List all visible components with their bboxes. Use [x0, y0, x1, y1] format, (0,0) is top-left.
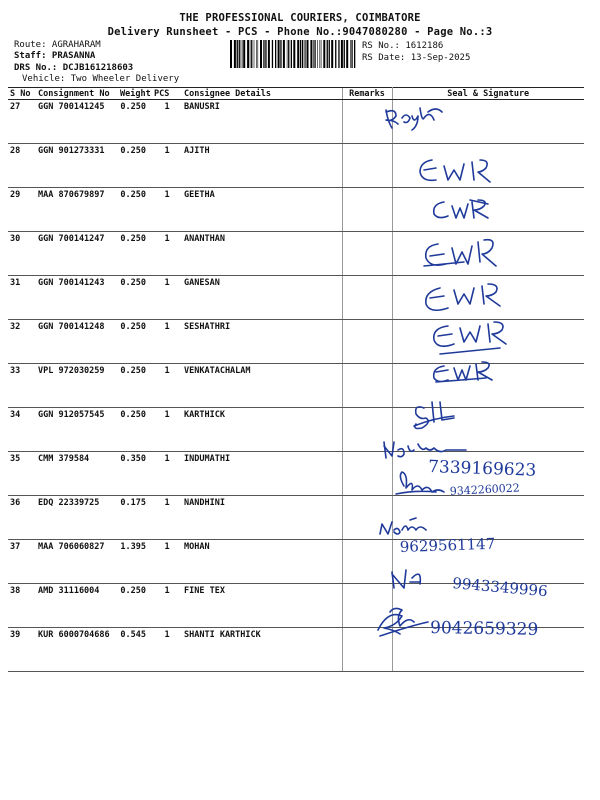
- cell-weight: 0.250: [118, 276, 152, 320]
- cell-consignment: EDQ 22339725: [36, 496, 118, 540]
- barcode-bar: [313, 40, 314, 68]
- col-remarks: Remarks: [342, 88, 392, 100]
- cell-weight: 0.250: [118, 320, 152, 364]
- barcode-bar: [280, 40, 281, 68]
- cell-signature: [392, 584, 584, 628]
- handwritten-phone-36: 9342260022: [449, 481, 521, 498]
- cell-sno: 38: [8, 584, 36, 628]
- barcode-bar: [351, 40, 352, 68]
- barcode-bar: [254, 40, 255, 68]
- cell-signature: [392, 188, 584, 232]
- cell-consignment: GGN 901273331: [36, 144, 118, 188]
- cell-weight: 0.250: [118, 188, 152, 232]
- col-signature: Seal & Signature: [392, 88, 584, 100]
- barcode-bar: [250, 40, 251, 68]
- barcode-bar: [304, 40, 305, 68]
- cell-consignee: ANANTHAN: [182, 232, 342, 276]
- cell-sno: 30: [8, 232, 36, 276]
- cell-pcs: 1: [152, 276, 182, 320]
- cell-sno: 35: [8, 452, 36, 496]
- barcode-bar: [288, 40, 289, 68]
- barcode-bar: [265, 40, 266, 68]
- table-row: [8, 408, 584, 452]
- cell-pcs: 1: [152, 496, 182, 540]
- cell-pcs: 1: [152, 584, 182, 628]
- barcode-bar: [346, 40, 348, 68]
- cell-pcs: 1: [152, 628, 182, 672]
- barcode-bar: [335, 40, 336, 68]
- col-pcs: PCS: [152, 88, 182, 100]
- barcode-bar: [300, 40, 301, 68]
- barcode-bar: [293, 40, 295, 68]
- cell-sno: 29: [8, 188, 36, 232]
- cell-consignee: GEETHA: [182, 188, 342, 232]
- cell-signature: [392, 276, 584, 320]
- barcode-bar: [329, 40, 330, 68]
- cell-signature: [392, 100, 584, 144]
- cell-consignee: GANESAN: [182, 276, 342, 320]
- cell-consignment: MAA 870679897: [36, 188, 118, 232]
- rs-number: RS No.: 1612186: [362, 41, 444, 51]
- cell-signature: [392, 364, 584, 408]
- cell-sno: 28: [8, 144, 36, 188]
- runsheet-subtitle: Delivery Runsheet - PCS - Phone No.:9047080280 - Page No.:3: [107, 26, 493, 38]
- barcode-bar: [283, 40, 285, 68]
- barcode-bar: [354, 40, 355, 68]
- barcode-bar: [350, 40, 351, 68]
- barcode-bar: [247, 40, 249, 68]
- cell-signature: [392, 232, 584, 276]
- cell-weight: 0.545: [118, 628, 152, 672]
- cell-consignee: VENKATACHALAM: [182, 364, 342, 408]
- table-row: [8, 540, 584, 584]
- cell-pcs: 1: [152, 540, 182, 584]
- cell-remarks: [342, 276, 392, 320]
- barcode-bar: [230, 40, 232, 68]
- cell-consignment: VPL 972030259: [36, 364, 118, 408]
- barcode-bar: [305, 40, 306, 68]
- cell-consignment: AMD 31116004: [36, 584, 118, 628]
- cell-sno: 36: [8, 496, 36, 540]
- barcode-bar: [256, 40, 257, 68]
- barcode-bar: [327, 40, 328, 68]
- cell-weight: 0.250: [118, 144, 152, 188]
- cell-sno: 32: [8, 320, 36, 364]
- vehicle-label: Vehicle: Two Wheeler Delivery: [22, 74, 180, 84]
- barcode-bar: [275, 40, 276, 68]
- cell-consignee: AJITH: [182, 144, 342, 188]
- col-consignment: Consignment No: [36, 88, 118, 100]
- barcode-bar: [321, 40, 322, 68]
- barcode-bar: [317, 40, 318, 68]
- barcode-bar: [272, 40, 273, 68]
- cell-remarks: [342, 232, 392, 276]
- barcode-bar: [242, 40, 243, 68]
- table-row: [8, 496, 584, 540]
- table-header-row: [8, 88, 584, 100]
- cell-weight: 0.350: [118, 452, 152, 496]
- barcode-bar: [320, 40, 321, 68]
- cell-remarks: [342, 100, 392, 144]
- cell-consignee: MOHAN: [182, 540, 342, 584]
- table-row: [8, 276, 584, 320]
- table-row: [8, 452, 584, 496]
- cell-pcs: 1: [152, 144, 182, 188]
- cell-signature: [392, 628, 584, 672]
- cell-consignee: SESHATHRI: [182, 320, 342, 364]
- cell-pcs: 1: [152, 188, 182, 232]
- barcode-bar: [263, 40, 264, 68]
- cell-remarks: [342, 584, 392, 628]
- cell-weight: 1.395: [118, 540, 152, 584]
- cell-consignee: BANUSRI: [182, 100, 342, 144]
- col-sno: S No: [8, 88, 36, 100]
- cell-consignee: NANDHINI: [182, 496, 342, 540]
- cell-pcs: 1: [152, 452, 182, 496]
- barcode-bar: [234, 40, 236, 68]
- cell-sno: 34: [8, 408, 36, 452]
- barcode-bar: [310, 40, 312, 68]
- cell-pcs: 1: [152, 232, 182, 276]
- barcode-bar: [237, 40, 238, 68]
- table-row: [8, 100, 584, 144]
- barcode-bar: [297, 40, 299, 68]
- cell-sno: 27: [8, 100, 36, 144]
- table-row: [8, 320, 584, 364]
- cell-signature: [392, 540, 584, 584]
- cell-sno: 37: [8, 540, 36, 584]
- table-row: [8, 232, 584, 276]
- cell-remarks: [342, 540, 392, 584]
- cell-remarks: [342, 320, 392, 364]
- cell-remarks: [342, 144, 392, 188]
- table-row: [8, 628, 584, 672]
- barcode-bar: [341, 40, 343, 68]
- table-row: [8, 188, 584, 232]
- cell-consignee: INDUMATHI: [182, 452, 342, 496]
- col-consignee: Consignee Details: [182, 88, 342, 100]
- cell-consignee: FINE TEX: [182, 584, 342, 628]
- cell-pcs: 1: [152, 100, 182, 144]
- route-label: Route: AGRAHARAM: [14, 40, 101, 50]
- cell-consignee: KARTHICK: [182, 408, 342, 452]
- table-row: [8, 364, 584, 408]
- cell-pcs: 1: [152, 364, 182, 408]
- cell-weight: 0.250: [118, 584, 152, 628]
- cell-remarks: [342, 628, 392, 672]
- cell-weight: 0.250: [118, 364, 152, 408]
- barcode-bar: [287, 40, 288, 68]
- barcode-bar: [307, 40, 309, 68]
- cell-remarks: [342, 188, 392, 232]
- cell-consignment: KUR 6000704686: [36, 628, 118, 672]
- cell-consignment: GGN 700141245: [36, 100, 118, 144]
- cell-consignee: SHANTI KARTHICK: [182, 628, 342, 672]
- cell-remarks: [342, 496, 392, 540]
- cell-signature: [392, 496, 584, 540]
- barcode-bar: [314, 40, 315, 68]
- cell-sno: 31: [8, 276, 36, 320]
- barcode-bar: [258, 40, 259, 68]
- handwritten-phone-39: 9042659329: [429, 618, 539, 640]
- handwritten-phone-38: 9943349996: [451, 574, 549, 601]
- drs-number: DRS No.: DCJB161218603: [14, 63, 134, 73]
- barcode-bar: [278, 40, 280, 68]
- cell-consignment: CMM 379584: [36, 452, 118, 496]
- cell-consignment: GGN 912057545: [36, 408, 118, 452]
- cell-weight: 0.250: [118, 100, 152, 144]
- cell-consignment: GGN 700141247: [36, 232, 118, 276]
- cell-signature: [392, 408, 584, 452]
- barcode-bar: [243, 40, 245, 68]
- company-title: THE PROFESSIONAL COURIERS, COIMBATORE: [179, 12, 421, 24]
- barcode-bar: [268, 40, 270, 68]
- barcode-bar: [241, 40, 242, 68]
- cell-weight: 0.175: [118, 496, 152, 540]
- rs-date: RS Date: 13-Sep-2025: [362, 53, 471, 63]
- cell-signature: [392, 320, 584, 364]
- cell-sno: 33: [8, 364, 36, 408]
- cell-signature: [392, 452, 584, 496]
- cell-weight: 0.250: [118, 232, 152, 276]
- barcode-bar: [331, 40, 333, 68]
- staff-label: Staff: PRASANNA: [14, 51, 96, 61]
- handwritten-phone-37: 9629561147: [399, 534, 496, 556]
- cell-pcs: 1: [152, 408, 182, 452]
- barcode-icon: [230, 40, 358, 68]
- cell-signature: [392, 144, 584, 188]
- cell-weight: 0.250: [118, 408, 152, 452]
- barcode-bar: [291, 40, 292, 68]
- cell-consignment: MAA 706060827: [36, 540, 118, 584]
- cell-consignment: GGN 700141248: [36, 320, 118, 364]
- cell-remarks: [342, 452, 392, 496]
- cell-remarks: [342, 364, 392, 408]
- barcode-bar: [260, 40, 262, 68]
- table-row: [8, 144, 584, 188]
- table-row: [8, 584, 584, 628]
- cell-sno: 39: [8, 628, 36, 672]
- barcode-bar: [344, 40, 345, 68]
- cell-consignment: GGN 700141243: [36, 276, 118, 320]
- handwritten-phone-35: 7339169623: [427, 457, 537, 481]
- barcode-bar: [239, 40, 240, 68]
- runsheet-table: [8, 87, 584, 672]
- barcode-bar: [251, 40, 252, 68]
- cell-pcs: 1: [152, 320, 182, 364]
- barcode-bar: [338, 40, 339, 68]
- col-weight: Weight: [120, 88, 151, 99]
- barcode-bar: [302, 40, 303, 68]
- barcode-bar: [323, 40, 325, 68]
- cell-remarks: [342, 408, 392, 452]
